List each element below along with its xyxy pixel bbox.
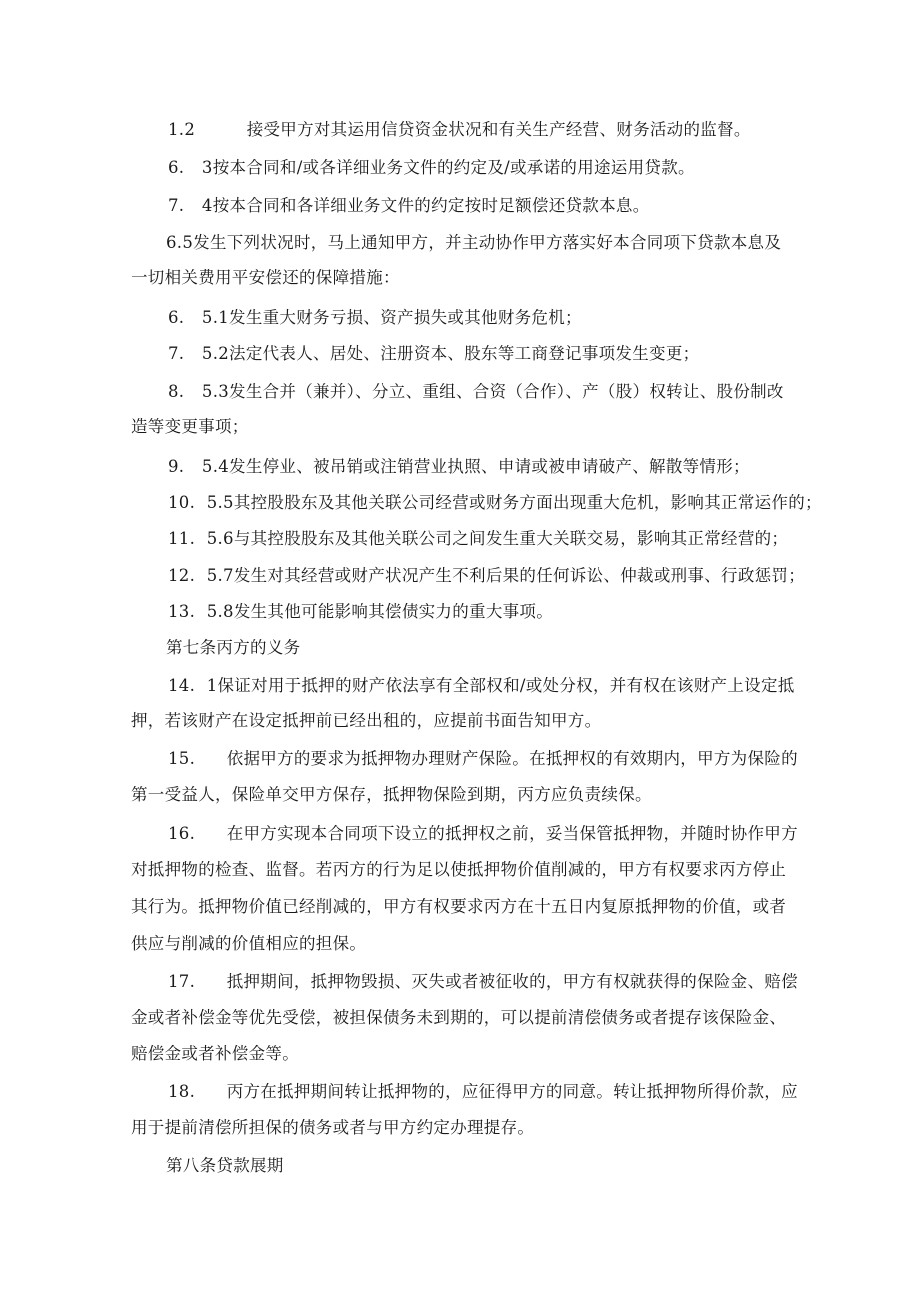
section-heading-text: 第七条丙方的义务 bbox=[166, 638, 301, 657]
clause-line bbox=[0, 118, 920, 142]
clause-number: 16. bbox=[168, 824, 196, 843]
clause-line bbox=[0, 1042, 920, 1066]
clause-text: 造等变更事项； bbox=[131, 417, 249, 436]
clause-number: 7. bbox=[168, 196, 185, 215]
clause-text: 抵押期间，抵押物毁损、灭失或者被征收的，甲方有权就获得的保险金、赔偿 bbox=[226, 972, 798, 991]
clause-line bbox=[0, 600, 920, 624]
clause-text: 其行为。抵押物价值已经削减的，甲方有权要求丙方在十五日内复原抵押物的价值，或者 bbox=[131, 897, 787, 916]
clause-number: 7. bbox=[168, 344, 185, 363]
clause-text: 5.1发生重大财务亏损、资产损失或其他财务危机； bbox=[201, 308, 582, 327]
clause-line bbox=[0, 156, 920, 180]
clause-line bbox=[0, 380, 920, 404]
clause-line bbox=[0, 783, 920, 807]
clause-number: 13. bbox=[168, 602, 196, 621]
clause-line bbox=[0, 970, 920, 994]
clause-line bbox=[0, 709, 920, 733]
clause-number: 8. bbox=[168, 382, 185, 401]
clause-line bbox=[0, 895, 920, 919]
clause-text: 5.4发生停业、被吊销或注销营业执照、申请或被申请破产、解散等情形； bbox=[201, 457, 750, 476]
clause-line bbox=[0, 674, 920, 698]
clause-line bbox=[0, 491, 920, 515]
clause-text: 3按本合同和/或各详细业务文件的约定及/或承诺的用途运用贷款。 bbox=[201, 158, 695, 177]
section-heading-text: 第八条贷款展期 bbox=[166, 1156, 284, 1175]
clause-text: 押，若该财产在设定抵押前已经出租的，应提前书面告知甲方。 bbox=[131, 711, 602, 730]
clause-text: 在甲方实现本合同项下设立的抵押权之前，妥当保管抵押物，并随时协作甲方 bbox=[226, 824, 798, 843]
clause-text: 6.5发生下列状况时，马上通知甲方，并主动协作甲方落实好本合同项下贷款本息及 bbox=[166, 233, 782, 252]
clause-line bbox=[0, 858, 920, 882]
clause-text: 供应与削减的价值相应的担保。 bbox=[131, 934, 367, 953]
clause-number: 18. bbox=[168, 1082, 196, 1101]
section-heading bbox=[0, 1154, 920, 1178]
clause-number: 9. bbox=[168, 457, 185, 476]
clause-line bbox=[0, 1116, 920, 1140]
clause-text: 一切相关费用平安偿还的保障措施： bbox=[131, 268, 400, 287]
clause-line bbox=[0, 266, 920, 290]
clause-line bbox=[0, 415, 920, 439]
clause-text: 对抵押物的检查、监督。若丙方的行为足以使抵押物价值削减的，甲方有权要求丙方停止 bbox=[131, 860, 787, 879]
clause-text: 丙方在抵押期间转让抵押物的，应征得甲方的同意。转让抵押物所得价款，应 bbox=[226, 1082, 798, 1101]
clause-text: 5.5其控股股东及其他关联公司经营或财务方面出现重大危机，影响其正常运作的； bbox=[206, 493, 822, 512]
clause-text: 5.2法定代表人、居处、注册资本、股东等工商登记事项发生变更； bbox=[201, 344, 700, 363]
clause-text: 第一受益人，保险单交甲方保存，抵押物保险到期，丙方应负责续保。 bbox=[131, 785, 652, 804]
clause-text: 赔偿金或者补偿金等。 bbox=[131, 1044, 299, 1063]
clause-text: 金或者补偿金等优先受偿，被担保债务未到期的，可以提前清偿债务或者提存该保险金、 bbox=[131, 1008, 787, 1027]
clause-number: 11. bbox=[168, 529, 196, 548]
clause-number: 14. bbox=[168, 676, 196, 695]
clause-line bbox=[0, 1006, 920, 1030]
clause-text: 1保证对用于抵押的财产依法享有全部权和/或处分权，并有权在该财产上设定抵 bbox=[206, 676, 795, 695]
clause-text: 5.6与其控股股东及其他关联公司之间发生重大关联交易，影响其正常经营的； bbox=[206, 529, 789, 548]
clause-line bbox=[0, 342, 920, 366]
clause-line bbox=[0, 822, 920, 846]
clause-text: 5.8发生其他可能影响其偿债实力的重大事项。 bbox=[206, 602, 554, 621]
clause-number: 15. bbox=[168, 749, 196, 768]
clause-line bbox=[0, 1080, 920, 1104]
clause-number: 6. bbox=[168, 158, 185, 177]
clause-line bbox=[0, 564, 920, 588]
clause-line bbox=[0, 231, 920, 255]
clause-number: 12. bbox=[168, 566, 196, 585]
clause-text: 5.3发生合并（兼并）、分立、重组、合资（合作）、产（股）权转让、股份制改 bbox=[201, 382, 784, 401]
clause-line bbox=[0, 306, 920, 330]
clause-text: 5.7发生对其经营或财产状况产生不利后果的任何诉讼、仲裁或刑事、行政惩罚； bbox=[206, 566, 806, 585]
clause-number: 10. bbox=[168, 493, 196, 512]
clause-line bbox=[0, 194, 920, 218]
clause-line bbox=[0, 747, 920, 771]
clause-text: 用于提前清偿所担保的债务或者与甲方约定办理提存。 bbox=[131, 1118, 535, 1137]
clause-text: 4按本合同和各详细业务文件的约定按时足额偿还贷款本息。 bbox=[201, 196, 650, 215]
clause-line bbox=[0, 455, 920, 479]
clause-number: 17. bbox=[168, 972, 196, 991]
clause-text: 依据甲方的要求为抵押物办理财产保险。在抵押权的有效期内，甲方为保险的 bbox=[226, 749, 798, 768]
clause-number: 1.2 bbox=[168, 120, 196, 139]
section-heading bbox=[0, 636, 920, 660]
clause-number: 6. bbox=[168, 308, 185, 327]
clause-line bbox=[0, 527, 920, 551]
clause-text: 接受甲方对其运用信贷资金状况和有关生产经营、财务活动的监督。 bbox=[246, 120, 751, 139]
clause-line bbox=[0, 932, 920, 956]
